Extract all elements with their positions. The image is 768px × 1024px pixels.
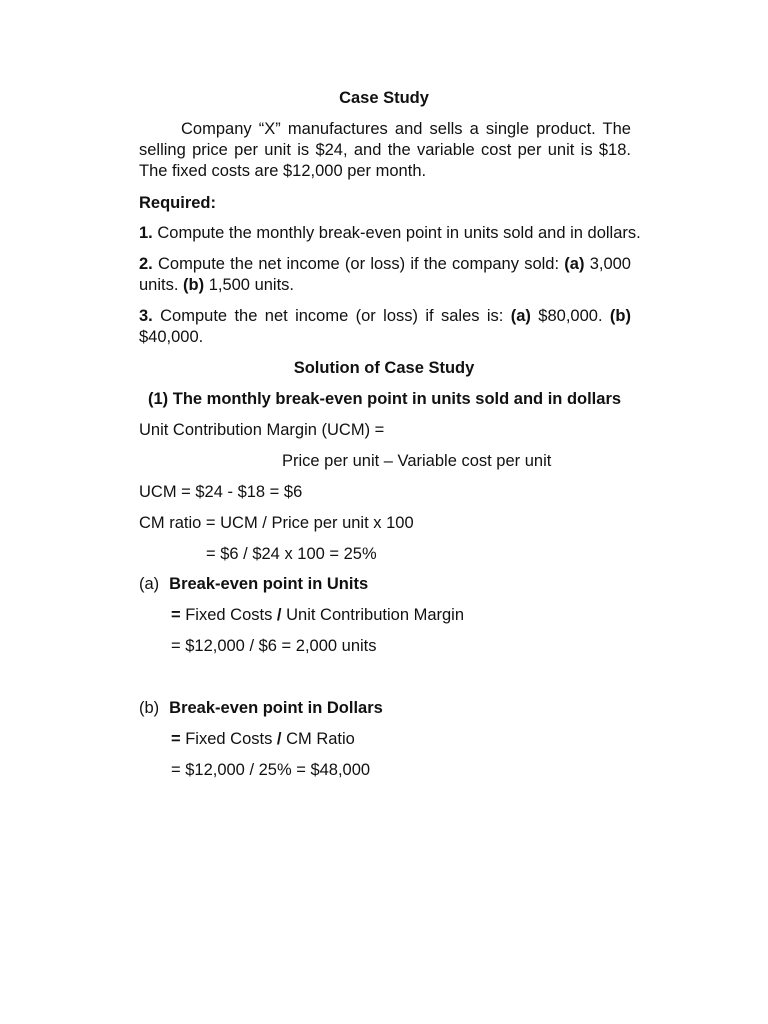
part-a-heading-line [139,574,368,595]
part-a-heading: Break-even point in Units [169,575,369,593]
part-b-formula [171,729,355,750]
part-b-slash: / [276,730,282,748]
cm-ratio-calc: = $6 / $24 x 100 = 25% [206,545,377,563]
question-2-label-b: (b) [183,276,205,294]
required-label: Required: [139,194,217,212]
question-3-text-a: Compute the net income (or loss) if sales is: [160,307,511,325]
question-3-text-c: $40,000. [139,328,204,346]
part-b-formula-1: Fixed Costs [180,730,277,748]
part-b-label: (b) [139,699,160,717]
question-2-text-b: 3,000 units. [139,255,631,294]
part-a-label: (a) [139,575,160,593]
part-a-formula-1: Fixed Costs [180,606,277,624]
part-a-calc: = $12,000 / $6 = 2,000 units [171,637,377,655]
part-a-slash: / [276,606,282,624]
question-3-number: 3. [139,307,153,325]
intro-paragraph [139,119,631,182]
part-b-heading: Break-even point in Dollars [169,699,383,717]
question-2-text-a: Compute the net income (or loss) if the company sold: [158,255,565,273]
ucm-formula: Price per unit – Variable cost per unit [282,452,552,470]
part-a-formula-2: Unit Contribution Margin [281,606,465,624]
part-b-formula-2: CM Ratio [281,730,355,748]
intro-text: Company “X” manufactures and sells a single product. The selling price per unit is $24, and the variable cost per unit is $18. The fixed costs are $12,000 per month. [139,120,631,180]
ucm-calc: UCM = $24 - $18 = $6 [139,483,303,501]
part-a-formula [171,605,464,626]
question-2-number: 2. [139,255,153,273]
solution-title: Solution of Case Study [293,359,475,377]
section-1-heading: (1) The monthly break-even point in units sold and in dollars [148,390,622,408]
question-3-label-b: (b) [609,307,631,325]
question-1 [139,223,641,244]
cm-ratio-formula: CM ratio = UCM / Price per unit x 100 [139,514,414,532]
question-2-label-a: (a) [564,255,585,273]
part-a-eq: = [171,606,181,624]
question-2 [139,254,631,296]
part-b-heading-line [139,698,383,719]
question-1-text: Compute the monthly break-even point in units sold and in dollars. [157,224,641,242]
question-3-text-b: $80,000. [530,307,610,325]
case-study-title: Case Study [339,89,429,107]
question-1-number: 1. [139,224,153,242]
part-b-calc: = $12,000 / 25% = $48,000 [171,761,371,779]
question-3 [139,306,631,348]
part-b-eq: = [171,730,181,748]
question-2-text-c: 1,500 units. [204,276,295,294]
question-3-label-a: (a) [510,307,531,325]
ucm-label: Unit Contribution Margin (UCM) = [139,421,385,439]
